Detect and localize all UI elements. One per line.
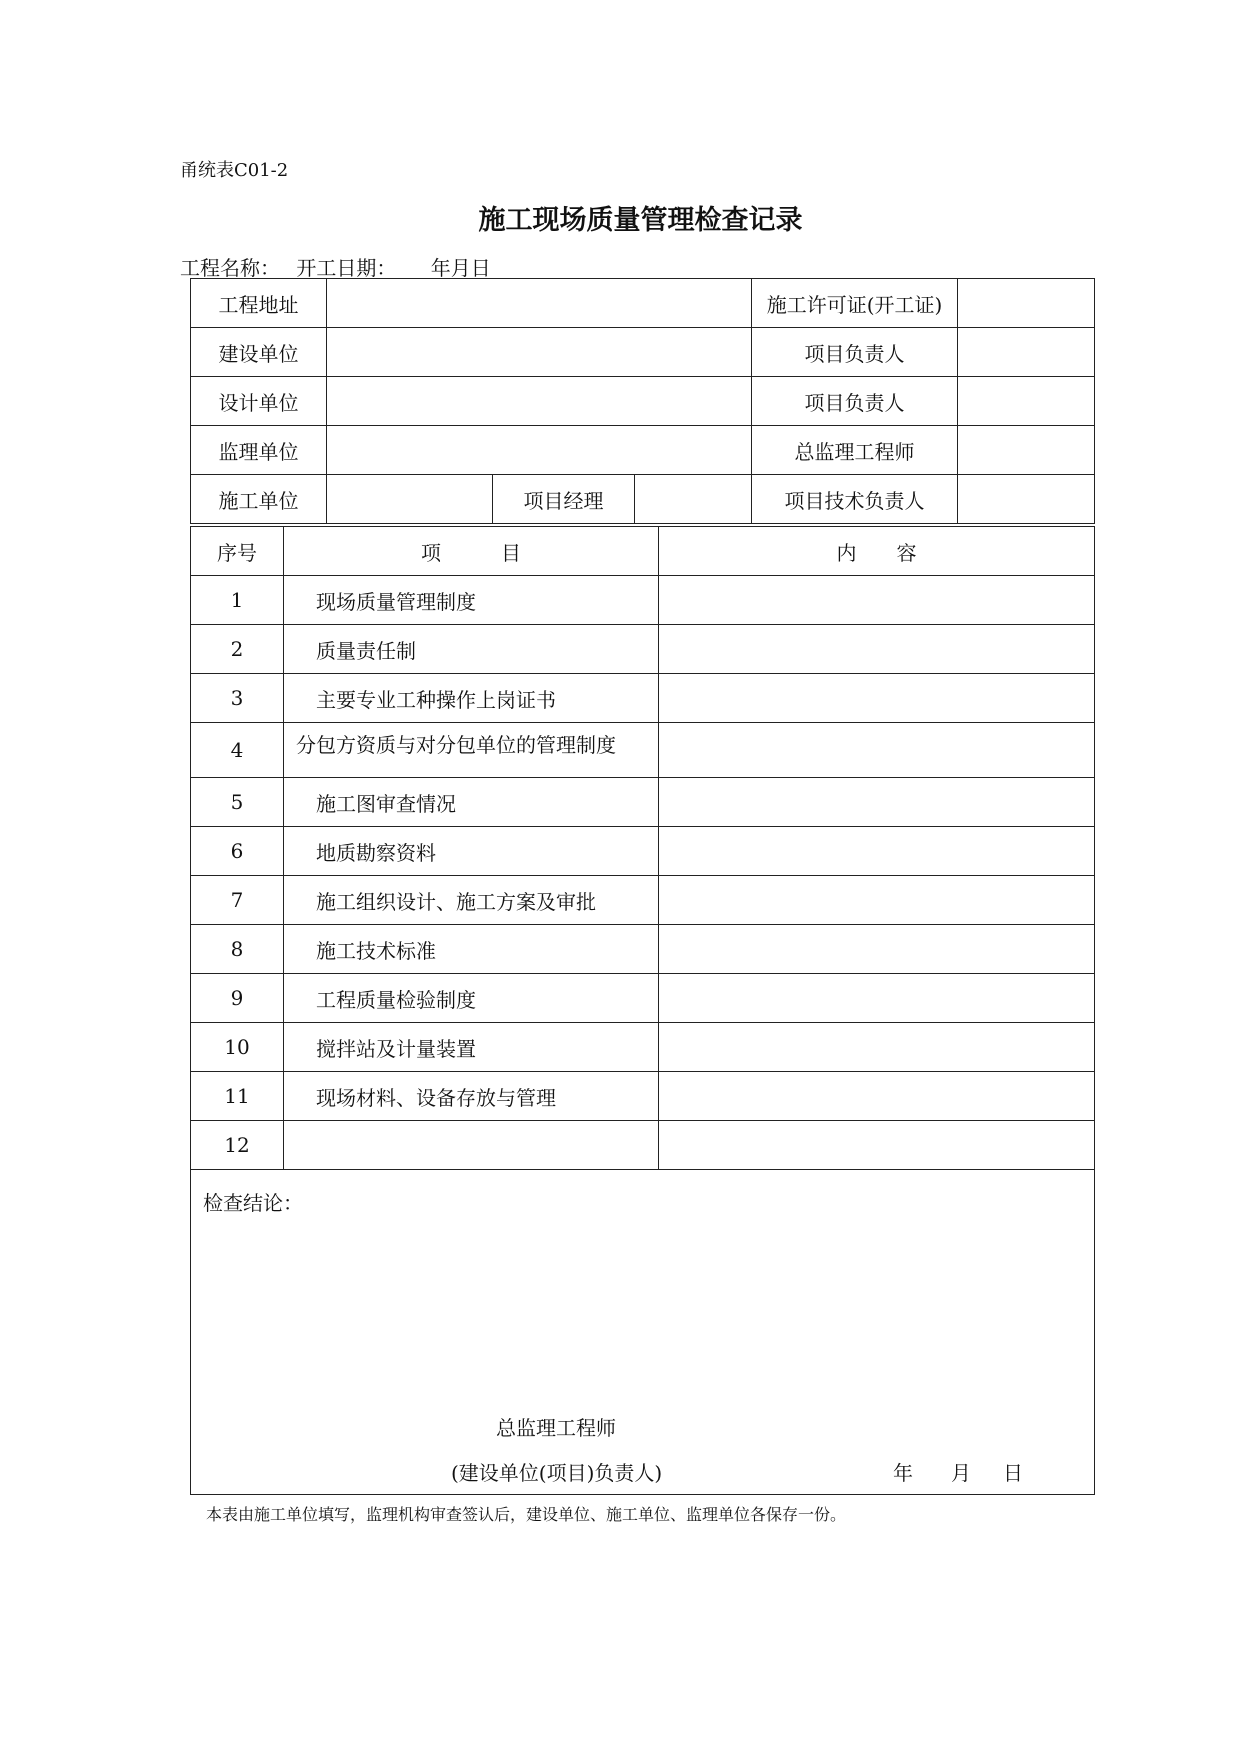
item-no: 11 bbox=[191, 1072, 284, 1121]
design-value[interactable] bbox=[327, 377, 752, 426]
table-row bbox=[191, 1072, 1095, 1121]
item-name: 搅拌站及计量装置 bbox=[284, 1023, 659, 1072]
item-content[interactable] bbox=[659, 925, 1095, 974]
design-label: 设计单位 bbox=[191, 377, 327, 426]
item-name: 施工技术标准 bbox=[284, 925, 659, 974]
permit-value[interactable] bbox=[958, 279, 1095, 328]
item-name: 主要专业工种操作上岗证书 bbox=[284, 674, 659, 723]
chief-engineer-label: 总监理工程师 bbox=[752, 426, 958, 475]
project-manager-value[interactable] bbox=[635, 475, 752, 524]
item-content[interactable] bbox=[659, 876, 1095, 925]
item-no: 5 bbox=[191, 778, 284, 827]
contractor-label: 施工单位 bbox=[191, 475, 327, 524]
form-code: 甬统表C01-2 bbox=[180, 160, 289, 181]
chief-engineer-value[interactable] bbox=[958, 426, 1095, 475]
items-header-row bbox=[191, 527, 1095, 576]
footnote: 本表由施工单位填写，监理机构审查签认后，建设单位、施工单位、监理单位各保存一份。 bbox=[206, 1505, 847, 1524]
supervisor-label: 监理单位 bbox=[191, 426, 327, 475]
table-row bbox=[191, 475, 1095, 524]
item-name: 现场质量管理制度 bbox=[284, 576, 659, 625]
builder-lead-sign-label: (建设单位(项目)负责人) bbox=[451, 1461, 663, 1485]
item-no: 2 bbox=[191, 625, 284, 674]
item-name: 地质勘察资料 bbox=[284, 827, 659, 876]
date-day: 日 bbox=[1003, 1461, 1023, 1485]
item-content[interactable] bbox=[659, 974, 1095, 1023]
date-value: 年月日 bbox=[430, 256, 491, 280]
item-no: 8 bbox=[191, 925, 284, 974]
table-row bbox=[191, 576, 1095, 625]
supervisor-value[interactable] bbox=[327, 426, 752, 475]
builder-label: 建设单位 bbox=[191, 328, 327, 377]
item-name[interactable] bbox=[284, 1121, 659, 1170]
item-no: 12 bbox=[191, 1121, 284, 1170]
item-content[interactable] bbox=[659, 625, 1095, 674]
page-title: 施工现场质量管理检查记录 bbox=[478, 205, 803, 236]
table-row bbox=[191, 925, 1095, 974]
table-row bbox=[191, 876, 1095, 925]
project-name-label: 工程名称： bbox=[180, 256, 280, 280]
table-row bbox=[191, 279, 1095, 328]
contractor-value[interactable] bbox=[327, 475, 493, 524]
start-date-label: 开工日期： bbox=[296, 256, 397, 280]
item-no: 1 bbox=[191, 576, 284, 625]
design-lead-value[interactable] bbox=[958, 377, 1095, 426]
table-row bbox=[191, 625, 1095, 674]
tech-lead-value[interactable] bbox=[958, 475, 1095, 524]
table-row bbox=[191, 1023, 1095, 1072]
item-content[interactable] bbox=[659, 576, 1095, 625]
item-content[interactable] bbox=[659, 1072, 1095, 1121]
table-row bbox=[191, 674, 1095, 723]
item-no: 10 bbox=[191, 1023, 284, 1072]
permit-label: 施工许可证(开工证) bbox=[752, 279, 958, 328]
item-no: 9 bbox=[191, 974, 284, 1023]
item-name: 质量责任制 bbox=[284, 625, 659, 674]
builder-value[interactable] bbox=[327, 328, 752, 377]
address-value[interactable] bbox=[327, 279, 752, 328]
items-table bbox=[190, 526, 1095, 1170]
item-name: 工程质量检验制度 bbox=[284, 974, 659, 1023]
item-name: 分包方资质与对分包单位的管理制度 bbox=[284, 723, 659, 778]
item-no: 6 bbox=[191, 827, 284, 876]
builder-lead-value[interactable] bbox=[958, 328, 1095, 377]
project-manager-label: 项目经理 bbox=[493, 475, 635, 524]
tech-lead-label: 项目技术负责人 bbox=[752, 475, 958, 524]
item-content[interactable] bbox=[659, 674, 1095, 723]
design-lead-label: 项目负责人 bbox=[752, 377, 958, 426]
table-row bbox=[191, 778, 1095, 827]
table-row bbox=[191, 974, 1095, 1023]
header-no: 序号 bbox=[191, 527, 284, 576]
info-table bbox=[190, 278, 1095, 524]
item-no: 4 bbox=[191, 723, 284, 778]
header-item: 项 目 bbox=[284, 527, 659, 576]
table-row bbox=[191, 723, 1095, 778]
chief-engineer-sign-label: 总监理工程师 bbox=[496, 1416, 616, 1440]
address-label: 工程地址 bbox=[191, 279, 327, 328]
item-content[interactable] bbox=[659, 1121, 1095, 1170]
item-content[interactable] bbox=[659, 723, 1095, 778]
meta-line bbox=[180, 252, 501, 281]
conclusion-label: 检查结论： bbox=[203, 1191, 303, 1215]
item-content[interactable] bbox=[659, 1023, 1095, 1072]
conclusion-box[interactable] bbox=[190, 1167, 1095, 1495]
item-content[interactable] bbox=[659, 827, 1095, 876]
header-content: 内 容 bbox=[659, 527, 1095, 576]
date-year: 年 bbox=[893, 1461, 913, 1485]
table-row bbox=[191, 1121, 1095, 1170]
item-no: 7 bbox=[191, 876, 284, 925]
item-no: 3 bbox=[191, 674, 284, 723]
builder-lead-label: 项目负责人 bbox=[752, 328, 958, 377]
table-row bbox=[191, 426, 1095, 475]
table-row bbox=[191, 827, 1095, 876]
item-name: 现场材料、设备存放与管理 bbox=[284, 1072, 659, 1121]
table-row bbox=[191, 328, 1095, 377]
date-month: 月 bbox=[951, 1461, 971, 1485]
item-content[interactable] bbox=[659, 778, 1095, 827]
table-row bbox=[191, 377, 1095, 426]
item-name: 施工图审查情况 bbox=[284, 778, 659, 827]
item-name: 施工组织设计、施工方案及审批 bbox=[284, 876, 659, 925]
